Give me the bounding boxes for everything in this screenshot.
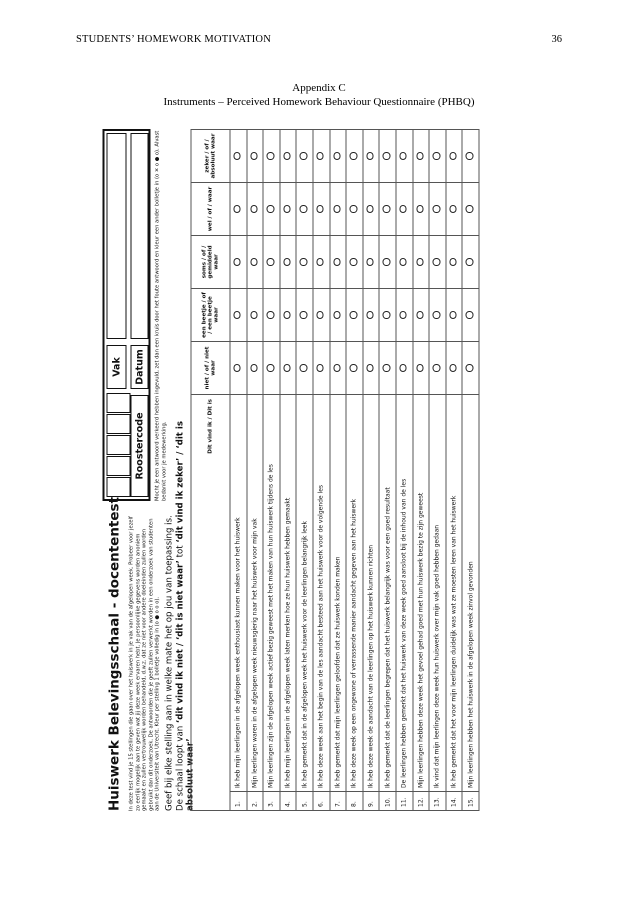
answer-circle-icon[interactable] — [366, 205, 373, 212]
option-header: zeker / of / absoluut waar — [191, 130, 230, 183]
answer-cell — [280, 183, 297, 236]
answer-cell — [313, 183, 330, 236]
answer-circle-icon[interactable] — [366, 258, 373, 265]
answer-circle-icon[interactable] — [383, 364, 390, 371]
option-header: wel / of / waar — [191, 183, 230, 236]
answer-circle-icon[interactable] — [300, 311, 307, 318]
item-number: 5. — [296, 792, 313, 811]
vak-label: Vak — [107, 345, 127, 389]
answer-circle-icon[interactable] — [433, 258, 440, 265]
answer-circle-icon[interactable] — [400, 152, 407, 159]
scale-high: ‘dit vind ik zeker’ / ‘dit is absoluut waar’ — [175, 421, 196, 811]
answer-circle-icon[interactable] — [400, 258, 407, 265]
page-number: 36 — [551, 34, 562, 45]
answer-circle-icon[interactable] — [400, 311, 407, 318]
answer-circle-icon[interactable] — [250, 311, 257, 318]
item-statement: Mijn leerlingen zijn de afgelopen week actief bezig geweest met het maken van hun huiswerk tijdens de les — [263, 395, 280, 792]
answer-cell — [462, 183, 479, 236]
answer-circle-icon[interactable] — [449, 258, 456, 265]
answer-cell — [379, 130, 396, 183]
table-row — [313, 130, 330, 811]
answer-cell — [379, 183, 396, 236]
table-row — [462, 130, 479, 811]
answer-cell — [330, 342, 347, 395]
appendix-subtitle: Instruments – Perceived Homework Behaviour Questionnaire (PHBQ) — [163, 96, 475, 108]
answer-circle-icon[interactable] — [416, 364, 423, 371]
answer-cell — [429, 130, 446, 183]
item-statement: Ik heb gemerkt dat de leerlingen begrepen dat het huiswerk belangrijk was voor een goed resultaat — [379, 395, 396, 792]
answer-cell — [446, 236, 463, 289]
item-statement: Ik heb gemerkt dat het voor mijn leerlingen duidelijk was wat ze moesten leren van het huiswerk — [446, 395, 463, 792]
roostercode-label: Roostercode — [131, 395, 149, 497]
item-statement: Ik heb mijn leerlingen in de afgelopen week enthousiast kunnen maken voor het huiswerk — [230, 395, 247, 792]
item-number: 3. — [263, 792, 280, 811]
item-number: 6. — [313, 792, 330, 811]
answer-circle-icon[interactable] — [234, 205, 241, 212]
item-statement: Ik heb gemerkt dat mijn leerlingen geloofden dat ze huiswerk konden maken — [330, 395, 347, 792]
answer-cell — [247, 183, 264, 236]
answer-cell — [396, 183, 413, 236]
answer-circle-icon[interactable] — [267, 152, 274, 159]
answer-circle-icon[interactable] — [350, 152, 357, 159]
answer-circle-icon[interactable] — [317, 205, 324, 212]
code-box — [107, 393, 131, 413]
item-number: 2. — [247, 792, 264, 811]
answer-circle-icon[interactable] — [300, 364, 307, 371]
answer-cell — [429, 236, 446, 289]
answer-circle-icon[interactable] — [333, 311, 340, 318]
table-row — [247, 130, 264, 811]
answer-circle-icon[interactable] — [433, 311, 440, 318]
answer-cell — [413, 342, 430, 395]
answer-cell — [280, 342, 297, 395]
table-row — [346, 130, 363, 811]
answer-circle-icon[interactable] — [366, 364, 373, 371]
answer-circle-icon[interactable] — [466, 311, 473, 318]
answer-circle-icon[interactable] — [350, 364, 357, 371]
answer-circle-icon[interactable] — [400, 364, 407, 371]
answer-cell — [446, 289, 463, 342]
answer-cell — [363, 236, 380, 289]
answer-circle-icon[interactable] — [466, 258, 473, 265]
item-statement: Mijn leerlingen hebben het huiswerk in de afgelopen week zinvol gevonden — [462, 395, 479, 792]
questionnaire-title: Huiswerk Belevingsschaal - docententest — [106, 496, 123, 811]
answer-cell — [296, 183, 313, 236]
code-box — [107, 456, 131, 476]
instruction-line-1: Geef bij elke stelling aan in welke mate het op jou van toepassing is. — [164, 515, 175, 811]
answer-cell — [330, 183, 347, 236]
answer-circle-icon[interactable] — [466, 205, 473, 212]
table-row — [280, 130, 297, 811]
answer-circle-icon[interactable] — [416, 258, 423, 265]
item-statement: De leerlingen hebben gemerkt dat het huiswerk van deze week goed aansloot bij de inhoud van de les — [396, 395, 413, 792]
answer-circle-icon[interactable] — [250, 258, 257, 265]
answer-circle-icon[interactable] — [267, 205, 274, 212]
answer-cell — [247, 289, 264, 342]
answer-cell — [280, 130, 297, 183]
answer-cell — [413, 183, 430, 236]
answer-cell — [363, 183, 380, 236]
answer-cell — [280, 289, 297, 342]
answer-circle-icon[interactable] — [283, 205, 290, 212]
scale-low: ‘dit vind ik niet / ‘dit is niet waar’ — [175, 560, 185, 724]
answer-circle-icon[interactable] — [317, 258, 324, 265]
answer-cell — [363, 289, 380, 342]
answer-circle-icon[interactable] — [283, 152, 290, 159]
answer-cell — [413, 289, 430, 342]
answer-circle-icon[interactable] — [317, 311, 324, 318]
answer-circle-icon[interactable] — [283, 364, 290, 371]
table-row — [363, 130, 380, 811]
table-row — [429, 130, 446, 811]
answer-cell — [247, 130, 264, 183]
item-number: 4. — [280, 792, 297, 811]
answer-cell — [413, 130, 430, 183]
item-statement: Ik heb gemerkt dat in de afgelopen week het huiswerk voor de leerlingen belangrijk leek — [296, 395, 313, 792]
item-statement: Ik vind dat mijn leerlingen deze week hun huiswerk over mijn vak goed hebben gedaan — [429, 395, 446, 792]
answer-cell — [296, 130, 313, 183]
answer-cell — [330, 130, 347, 183]
datum-label: Datum — [131, 345, 149, 389]
item-statement: Ik heb deze week de aandacht van de leerlingen op het huiswerk kunnen richten — [363, 395, 380, 792]
answer-cell — [230, 342, 247, 395]
answer-cell — [263, 183, 280, 236]
answer-circle-icon[interactable] — [333, 364, 340, 371]
item-number: 10. — [379, 792, 396, 811]
instruction-prefix: De schaal loopt van — [175, 723, 185, 811]
answer-circle-icon[interactable] — [466, 152, 473, 159]
questionnaire-scan — [66, 110, 578, 830]
items-body — [230, 130, 479, 811]
answer-cell — [313, 236, 330, 289]
answer-cell — [247, 236, 264, 289]
item-number: 8. — [346, 792, 363, 811]
item-statement: Ik heb mijn leerlingen in de afgelopen week laten merken hoe ze hun huiswerk hebben gemaakt — [280, 395, 297, 792]
answer-cell — [230, 130, 247, 183]
admin-box — [103, 129, 151, 501]
roostercode-boxes — [107, 392, 131, 497]
answer-cell — [230, 183, 247, 236]
answer-cell — [346, 236, 363, 289]
answer-circle-icon[interactable] — [383, 258, 390, 265]
intro-text-continued: Mocht je een antwoord verkeerd hebben ingevuld, zet dan een kruis door het foute antwoord en kleur een ander bolletje in (o ✕ o ● o). Alvast bedankt voor je medewerking. — [154, 130, 168, 501]
answer-cell — [462, 289, 479, 342]
answer-circle-icon[interactable] — [267, 311, 274, 318]
answer-circle-icon[interactable] — [234, 311, 241, 318]
item-number: 14. — [446, 792, 463, 811]
instruction-mid: tot — [175, 542, 185, 561]
answer-circle-icon[interactable] — [433, 205, 440, 212]
answer-cell — [379, 236, 396, 289]
answer-cell — [379, 342, 396, 395]
answer-cell — [313, 342, 330, 395]
stem-header: Dit vind ik / Dit is — [191, 395, 230, 811]
answer-circle-icon[interactable] — [383, 152, 390, 159]
answer-cell — [263, 342, 280, 395]
answer-cell — [263, 289, 280, 342]
item-statement: Ik heb deze week op een ongewone of verrassende manier aandacht gegeven aan het huiswerk — [346, 395, 363, 792]
answer-cell — [462, 236, 479, 289]
answer-circle-icon[interactable] — [317, 152, 324, 159]
answer-circle-icon[interactable] — [234, 258, 241, 265]
answer-circle-icon[interactable] — [267, 364, 274, 371]
answer-circle-icon[interactable] — [350, 205, 357, 212]
item-statement: Mijn leerlingen hebben deze week het gevoel gehad goed met hun huiswerk bezig te zijn geweest — [413, 395, 430, 792]
answer-cell — [396, 289, 413, 342]
answer-circle-icon[interactable] — [333, 152, 340, 159]
answer-cell — [429, 183, 446, 236]
vak-field — [107, 133, 127, 339]
table-row — [296, 130, 313, 811]
answer-cell — [462, 342, 479, 395]
answer-cell — [346, 183, 363, 236]
answer-cell — [413, 236, 430, 289]
running-head: STUDENTS’ HOMEWORK MOTIVATION — [76, 34, 271, 45]
answer-circle-icon[interactable] — [383, 205, 390, 212]
answer-circle-icon[interactable] — [333, 205, 340, 212]
item-number: 9. — [363, 792, 380, 811]
answer-circle-icon[interactable] — [250, 205, 257, 212]
answer-circle-icon[interactable] — [449, 152, 456, 159]
answer-cell — [429, 342, 446, 395]
code-box — [107, 414, 131, 434]
answer-circle-icon[interactable] — [416, 152, 423, 159]
answer-circle-icon[interactable] — [333, 258, 340, 265]
item-statement: Mijn leerlingen waren in de afgelopen week nieuwsgierig naar het huiswerk voor mijn vak — [247, 395, 264, 792]
answer-circle-icon[interactable] — [300, 205, 307, 212]
answer-circle-icon[interactable] — [234, 152, 241, 159]
answer-cell — [429, 289, 446, 342]
table-row — [446, 130, 463, 811]
item-statement: Ik heb deze week aan het begin van de les aandacht besteed aan het huiswerk voor de volgende les — [313, 395, 330, 792]
answer-cell — [263, 130, 280, 183]
item-number: 1. — [230, 792, 247, 811]
answer-cell — [396, 130, 413, 183]
table-header-row — [191, 130, 230, 811]
answer-cell — [446, 342, 463, 395]
questionnaire-sheet — [99, 123, 546, 817]
answer-circle-icon[interactable] — [449, 364, 456, 371]
items-table — [191, 129, 480, 811]
answer-circle-icon[interactable] — [250, 364, 257, 371]
answer-cell — [462, 130, 479, 183]
table-row — [379, 130, 396, 811]
table-row — [413, 130, 430, 811]
answer-cell — [230, 236, 247, 289]
answer-cell — [396, 236, 413, 289]
code-box — [107, 477, 131, 497]
answer-cell — [313, 289, 330, 342]
item-number: 12. — [413, 792, 430, 811]
answer-cell — [313, 130, 330, 183]
answer-circle-icon[interactable] — [416, 205, 423, 212]
answer-circle-icon[interactable] — [300, 258, 307, 265]
answer-cell — [330, 236, 347, 289]
answer-circle-icon[interactable] — [300, 152, 307, 159]
datum-field — [131, 133, 149, 339]
answer-cell — [280, 236, 297, 289]
answer-circle-icon[interactable] — [383, 311, 390, 318]
answer-circle-icon[interactable] — [283, 311, 290, 318]
answer-cell — [296, 236, 313, 289]
option-header: soms / of / gemiddeld waar — [191, 236, 230, 289]
intro-text: In deze test vind je 15 stellingen die gaan over het huiswerk in je vak van de afgelopen week. Probeer voor jezelf zo eerlijk mogelijk aan te geven wat jij deze week ervaren hebt. Je persoonlijke gegevens worden anoniem gemaakt en zullen vertrouwelijk worden behandeld, d.w.z. dat ze niet voor andere doeleinden zullen worden gebruikt dan dit onderzoek. De antwoorden die je geeft zullen verwerkt worden in een onderzoek van studenten aan de Universiteit van Utrecht. Kleur per stelling 1 bolletje volledig in (o ● o o o). — [128, 516, 161, 811]
answer-circle-icon[interactable] — [416, 311, 423, 318]
item-number: 7. — [330, 792, 347, 811]
answer-cell — [446, 130, 463, 183]
answer-circle-icon[interactable] — [317, 364, 324, 371]
answer-cell — [346, 342, 363, 395]
table-row — [330, 130, 347, 811]
answer-cell — [330, 289, 347, 342]
answer-circle-icon[interactable] — [433, 152, 440, 159]
table-row — [263, 130, 280, 811]
answer-circle-icon[interactable] — [449, 205, 456, 212]
appendix-title: Appendix C — [292, 82, 346, 94]
answer-cell — [379, 289, 396, 342]
answer-cell — [230, 289, 247, 342]
option-header: niet / of / niet waar — [191, 342, 230, 395]
option-header: een beetje / of / een beetje waar — [191, 289, 230, 342]
answer-circle-icon[interactable] — [366, 152, 373, 159]
table-row — [230, 130, 247, 811]
answer-cell — [396, 342, 413, 395]
answer-circle-icon[interactable] — [449, 311, 456, 318]
answer-cell — [363, 342, 380, 395]
answer-circle-icon[interactable] — [283, 258, 290, 265]
answer-circle-icon[interactable] — [250, 152, 257, 159]
answer-circle-icon[interactable] — [350, 311, 357, 318]
answer-circle-icon[interactable] — [267, 258, 274, 265]
item-number: 15. — [462, 792, 479, 811]
answer-circle-icon[interactable] — [350, 258, 357, 265]
answer-cell — [296, 289, 313, 342]
answer-cell — [346, 289, 363, 342]
answer-circle-icon[interactable] — [433, 364, 440, 371]
item-number: 11. — [396, 792, 413, 811]
answer-cell — [346, 130, 363, 183]
answer-cell — [247, 342, 264, 395]
answer-circle-icon[interactable] — [234, 364, 241, 371]
answer-circle-icon[interactable] — [466, 364, 473, 371]
answer-cell — [446, 183, 463, 236]
code-box — [107, 435, 131, 455]
item-number: 13. — [429, 792, 446, 811]
answer-cell — [263, 236, 280, 289]
answer-cell — [296, 342, 313, 395]
answer-circle-icon[interactable] — [400, 205, 407, 212]
table-row — [396, 130, 413, 811]
answer-cell — [363, 130, 380, 183]
answer-circle-icon[interactable] — [366, 311, 373, 318]
